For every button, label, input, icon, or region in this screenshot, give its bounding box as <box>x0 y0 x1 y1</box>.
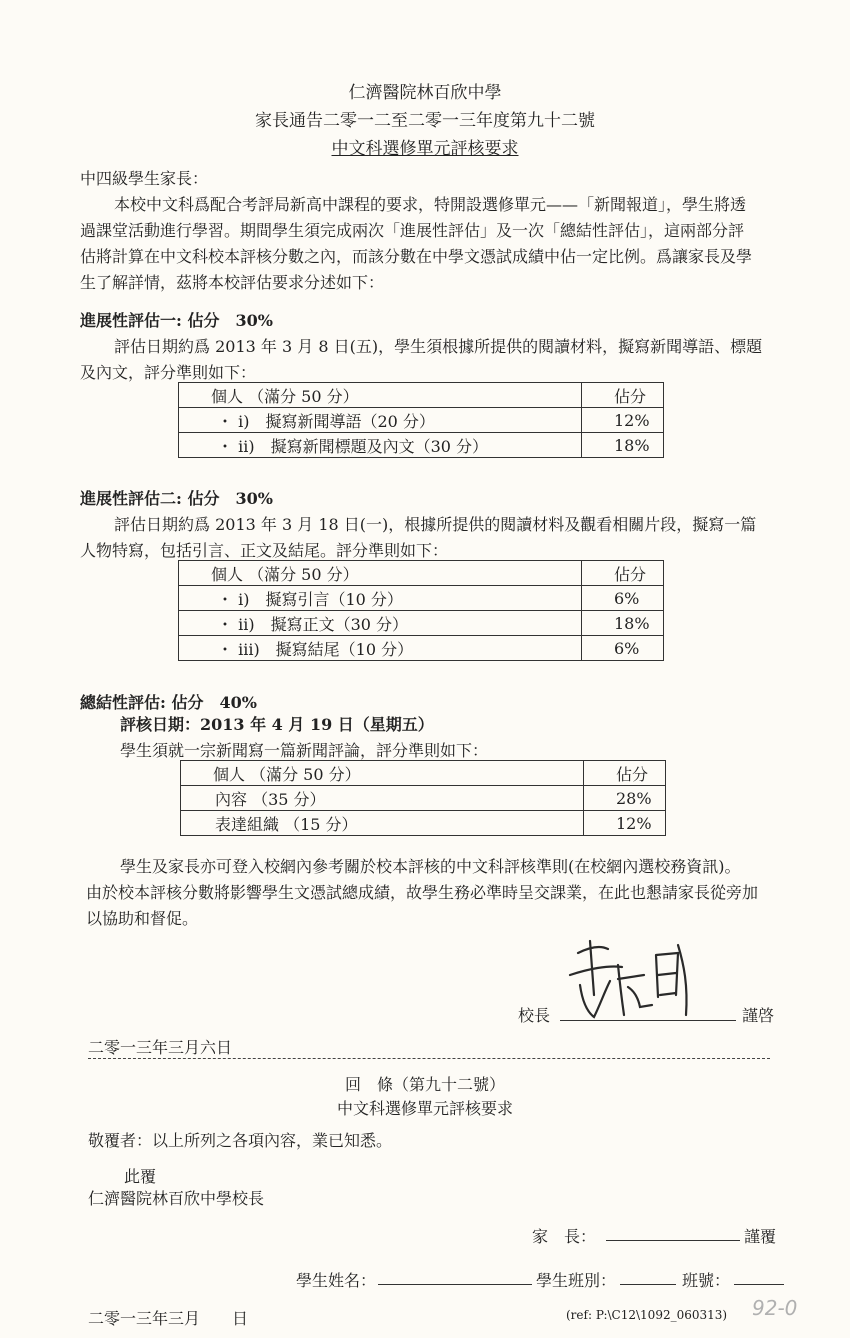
table-header-item: 個人 （滿分 50 分） <box>181 761 584 786</box>
table-row <box>179 586 664 611</box>
table-cell-score: 28% <box>584 786 666 811</box>
student-number-label: 班號： <box>682 1271 731 1290</box>
assessment-1-heading: 進展性評估一: 佔分 30% <box>80 311 273 330</box>
table-header-item: 個人 （滿分 50 分） <box>179 561 582 586</box>
table-row <box>181 811 666 836</box>
reply-acknowledgement: 敬覆者：以上所列之各項內容，業已知悉。 <box>88 1131 393 1150</box>
table-cell-score: 6% <box>582 636 664 661</box>
assessment-3-heading: 總結性評估: 佔分 40% <box>80 693 257 712</box>
assessment-2-desc: 評估日期約爲 2013 年 3 月 18 日(一)，根據所提供的閱讀材料及觀看相關片段，擬寫一篇 人物特寫，包括引言、正文及結尾。評分準則如下： <box>80 515 757 560</box>
table-header-item: 個人 （滿分 50 分） <box>179 383 582 408</box>
table-header-row <box>179 383 664 408</box>
assessment-3-table <box>180 760 666 836</box>
table-cell-score: 18% <box>582 433 664 458</box>
assessment-3-desc: 評核日期：2013 年 4 月 19 日（星期五） 學生須就一宗新聞寫一篇新聞評論，評分準則如下： <box>120 715 489 760</box>
table-cell-score: 18% <box>582 611 664 636</box>
reference-code: (ref: P:\C12\1092_060313) <box>566 1308 728 1322</box>
notice-subject: 中文科選修單元評核要求 <box>331 139 519 159</box>
principal-signature <box>560 935 700 1025</box>
assessment-2-heading: 進展性評估二: 佔分 30% <box>80 489 273 508</box>
table-row <box>179 433 664 458</box>
parent-signature-field[interactable] <box>606 1240 740 1241</box>
table-cell-item: ・ i) 擬寫新聞導語（20 分） <box>179 408 582 433</box>
signature-line <box>560 1020 736 1021</box>
closing-paragraph: 學生及家長亦可登入校網內參考關於校本評核的中文科評核準則(在校網內選校務資訊)。 由於校本評核分數將影響學生文憑試總成績，故學生務必準時呈交課業，在此也懇請家長從旁加 以協助和督促。 <box>86 857 759 928</box>
table-header-row <box>179 561 664 586</box>
table-header-score: 佔分 <box>584 761 666 786</box>
reply-title: 回 條（第九十二號） <box>344 1075 505 1094</box>
table-cell-item: ・ i) 擬寫引言（10 分） <box>179 586 582 611</box>
reply-date: 二零一三年三月 日 <box>88 1309 249 1328</box>
handwritten-number: 92-0 <box>752 1296 798 1320</box>
student-number-field[interactable] <box>734 1284 784 1285</box>
table-cell-item: 表達組織 （15 分） <box>181 811 584 836</box>
student-name-field[interactable] <box>378 1284 532 1285</box>
table-header-row <box>181 761 666 786</box>
table-cell-item: 內容 （35 分） <box>181 786 584 811</box>
table-row <box>179 408 664 433</box>
school-name: 仁濟醫院林百欣中學 <box>348 83 502 103</box>
notice-number: 家長通告二零一二至二零一三年度第九十二號 <box>255 111 595 131</box>
table-cell-item: ・ iii) 擬寫結尾（10 分） <box>179 636 582 661</box>
table-row <box>179 611 664 636</box>
reply-closing: 此覆 <box>124 1167 157 1186</box>
reply-subject: 中文科選修單元評核要求 <box>336 1099 513 1118</box>
tear-off-line <box>88 1058 770 1059</box>
table-cell-score: 12% <box>582 408 664 433</box>
parent-suffix: 謹覆 <box>744 1227 777 1246</box>
assessment-1-desc: 評估日期約爲 2013 年 3 月 8 日(五)，學生須根據所提供的閱讀材料，擬寫新聞導語、標題 及內文，評分準則如下： <box>80 337 763 382</box>
assessment-2-table <box>178 560 664 661</box>
principal-label: 校長 <box>518 1006 551 1025</box>
table-cell-score: 6% <box>582 586 664 611</box>
assessment-1-table <box>178 382 664 458</box>
student-class-field[interactable] <box>620 1284 676 1285</box>
table-row <box>179 636 664 661</box>
greeting: 中四級學生家長： <box>80 169 209 188</box>
parent-label: 家 長： <box>532 1227 597 1246</box>
table-header-score: 佔分 <box>582 383 664 408</box>
table-cell-score: 12% <box>584 811 666 836</box>
intro-paragraph: 本校中文科爲配合考評局新高中課程的要求，特開設選修單元——「新聞報道」，學生將透 過課堂活動進行學習。期間學生須完成兩次「進展性評估」及一次「總結性評估」，這兩部分評 估將計算在中文科校本評核分數之內，而該分數在中學文憑試成績中佔一定比例。爲讓家長及學 生了解詳情，茲將本校評估要求分述如下： <box>80 195 753 292</box>
student-class-label: 學生班別： <box>536 1271 617 1290</box>
notice-date: 二零一三年三月六日 <box>88 1038 233 1057</box>
student-name-label: 學生姓名： <box>296 1271 377 1290</box>
reply-recipient: 仁濟醫院林百欣中學校長 <box>88 1189 265 1208</box>
table-header-score: 佔分 <box>582 561 664 586</box>
table-cell-item: ・ ii) 擬寫正文（30 分） <box>179 611 582 636</box>
respectfully-label: 謹啓 <box>742 1006 775 1025</box>
table-cell-item: ・ ii) 擬寫新聞標題及內文（30 分） <box>179 433 582 458</box>
table-row <box>181 786 666 811</box>
